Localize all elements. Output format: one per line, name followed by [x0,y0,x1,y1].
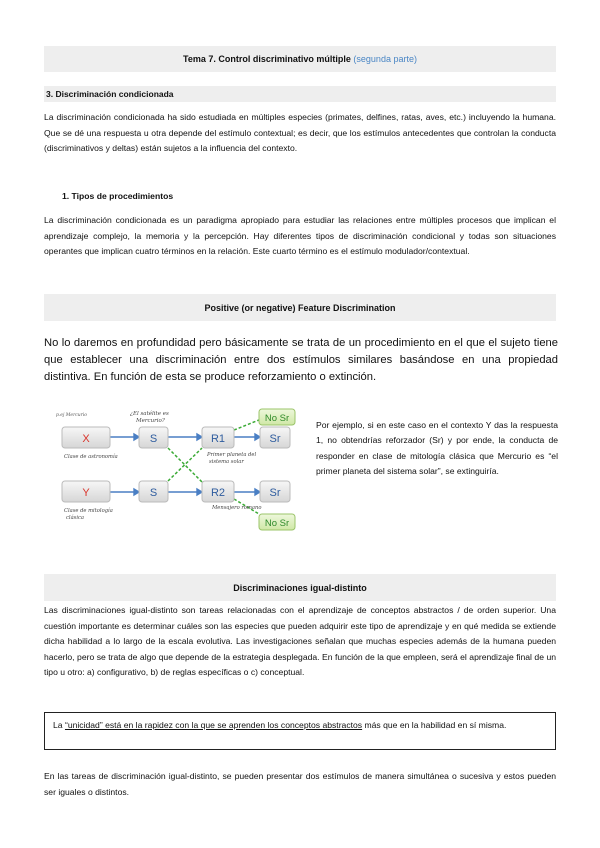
document-subtitle: (segunda parte) [353,54,417,64]
arrow-head-x-s1 [134,434,139,440]
arrow-head-r2-sr [255,489,260,495]
box-r2-label: R2 [210,487,226,499]
box-nosr1-label: No Sr [264,413,290,424]
note-r2: Mensajero romano [212,505,262,511]
box-s2-label: S [149,487,158,499]
box-sr1-label: Sr [269,433,281,445]
igual-distinto-title-band [44,574,556,601]
diagram-top-note-2: Mercurio? [136,418,165,424]
document-title: Tema 7. Control discriminativo múltiple [183,54,351,64]
arrow-head-s2-r2 [197,489,202,495]
example-paragraph: Por ejemplo, si en este caso en el contexto Y das la respuesta 1, no obtendrías reforzador (Sr) y por ende, la conducta de responder en clase de mitología clásica que Mercurio es “el primer planeta del sistema solar”, se extinguiría. [316,420,558,477]
highlight-prefix: La [53,720,65,730]
igual-distinto-paragraph: Las discriminaciones igual-distinto son tareas relacionadas con el aprendizaje de conceptos abstractos / de orden superior. Una cuestión importante es determinar cuáles son las especies que pueden adquirir este tipo de aprendizaje y en qué medida se extiende dicha habilidad a lo largo de la escala evolutiva. Las investigaciones señalan que muchas especies además de la humana pueden hacerlo, pero se trata de algo que depende de la estrategia desplegada. En función de la que empleen, será el aprendizaje final de un tipo u otro: a) configurativo, b) de reglas específicas o c) conceptual. [44,605,556,677]
box-nosr2-label: No Sr [264,518,290,529]
highlight-suffix: más que en la habilidad en sí misma. [362,720,507,730]
igual-distinto-title: Discriminaciones igual-distinto [233,582,367,593]
diagram-corner-label: p.ej Mercurio [56,413,87,418]
feature-paragraph: No lo daremos en profundidad pero básicamente se trata de un procedimiento en el que el sujeto tiene que establecer una discriminación entre dos estímulos similares basándose en una propiedad distintiva. En función de esta se produce reforzamiento o extinción. [44,337,558,383]
section-3-title: 3. Discriminación condicionada [44,86,556,102]
feature-title: Positive (or negative) Feature Discrimination [204,302,396,313]
note-x: Clase de astronomía [64,454,118,460]
document-title-band [44,46,556,72]
final-paragraph: En las tareas de discriminación igual-distinto, se pueden presentar dos estímulos de manera simultánea o sucesiva y estos pueden ser iguales o distintos. [44,771,556,797]
box-r1-label: R1 [210,433,226,445]
feature-title-band [44,294,556,321]
diagram-top-note-1: ¿El satélite es [130,411,169,417]
box-sr2-label: Sr [269,487,281,499]
section-3-paragraph: La discriminación condicionada ha sido estudiada en múltiples especies (primates, delfines, ratas, aves, etc.) incluyendo la humana. Que se dé una respuesta u otra depende del estímulo contextual; es decir, que los estímulos antecedentes que controlan la conducta (discriminativos y deltas) están sujetos a la influencia del contexto. [44,112,556,153]
highlight-box [44,712,556,750]
note-r1-1: Primer planeta del [207,452,257,458]
note-y-2: clásica [66,515,84,521]
arrow-head-s1-r1 [197,434,202,440]
arrow-head-r1-sr [255,434,260,440]
highlight-underlined: “unicidad” está en la rapidez con la que se aprenden los conceptos abstractos [64,720,363,730]
box-y-label: Y [82,487,90,499]
box-x-label: X [82,433,90,445]
box-s1-label: S [149,433,158,445]
note-y-1: Clase de mitología [64,508,113,514]
dashed-r1-nosr [234,420,259,430]
conditional-discrimination-diagram [56,408,318,532]
tipos-heading: 1. Tipos de procedimientos [62,191,174,201]
tipos-paragraph: La discriminación condicionada es un paradigma apropiado para estudiar las relaciones entre múltiples procesos que implican el aprendizaje complejo, la memoria y la percepción. Hay diferentes tipos de discriminación condicional y todas son situaciones operantes que implican cuatro términos en la relación. Este cuarto término es el estímulo modulador/contextual. [44,215,556,256]
arrow-head-y-s2 [134,489,139,495]
note-r1-2: sistema solar [209,459,244,465]
